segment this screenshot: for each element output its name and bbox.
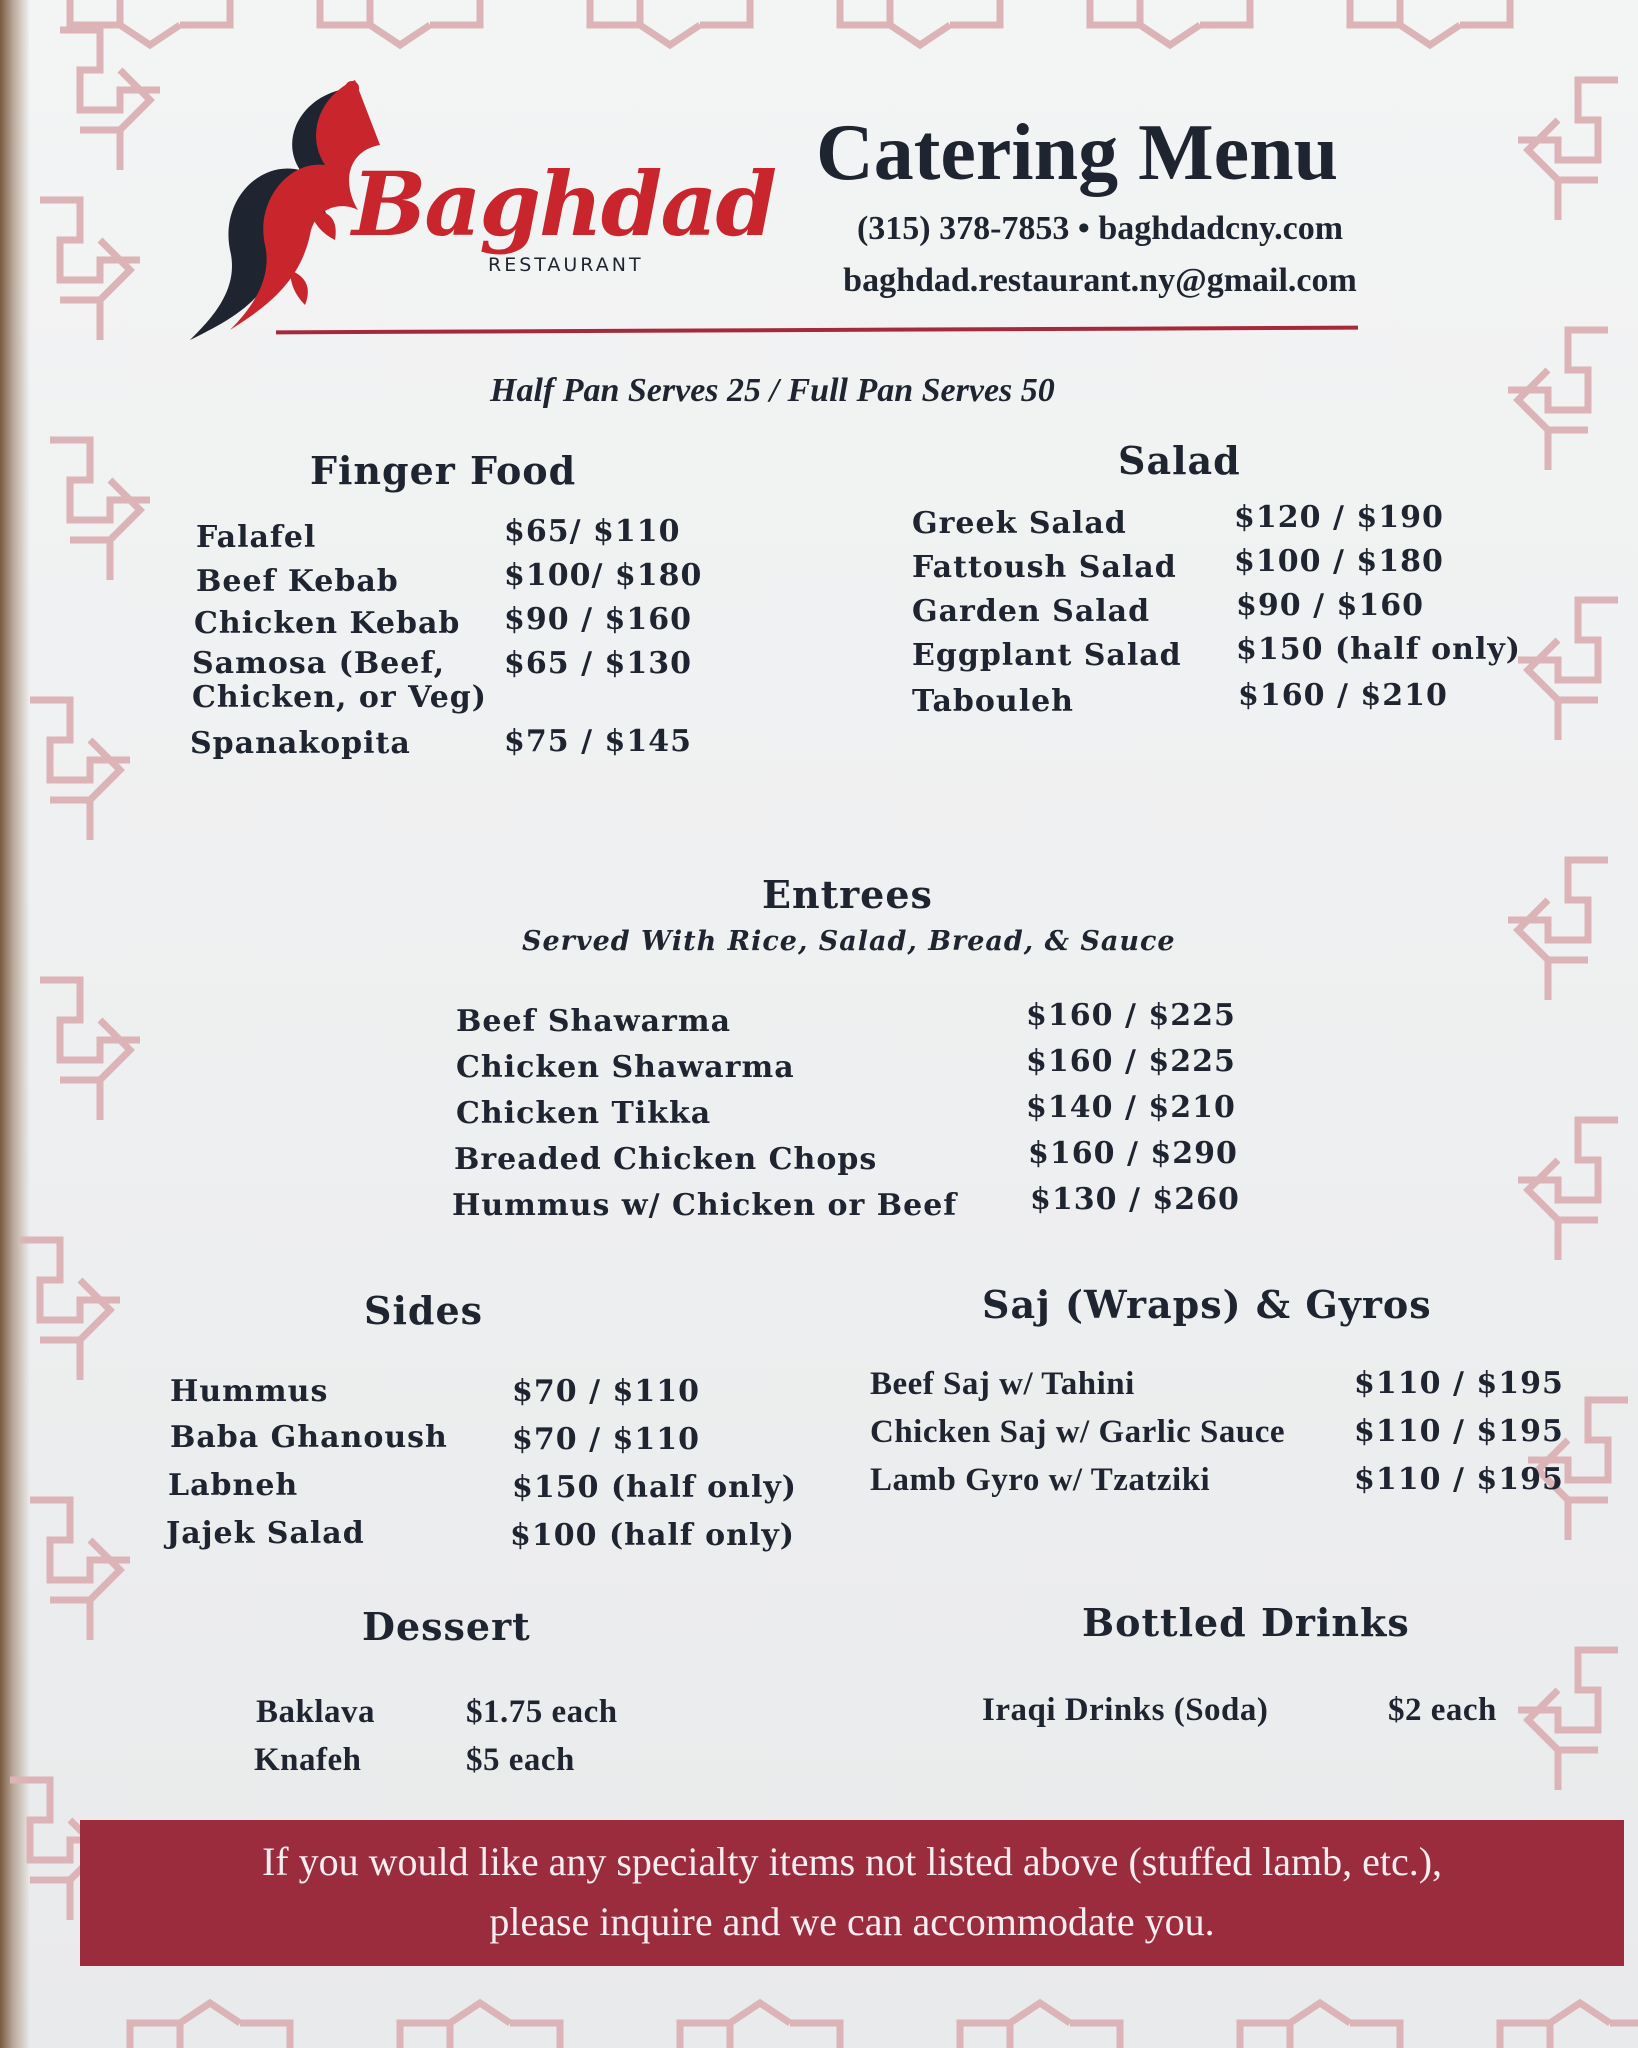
menu-item-name: Chicken Tikka: [456, 1096, 712, 1131]
menu-item-name: Hummus w/ Chicken or Beef: [452, 1188, 958, 1223]
menu-item-name: Knafeh: [254, 1742, 362, 1778]
menu-item-price: $160 / $225: [1026, 998, 1236, 1033]
menu-item-name: Hummus: [170, 1374, 329, 1409]
menu-item-price: $65 / $130: [504, 646, 692, 681]
menu-item-price: $70 / $110: [512, 1422, 700, 1457]
menu-item-price: $65/ $110: [504, 514, 681, 549]
menu-item-price: $90 / $160: [504, 602, 692, 637]
menu-item-name: Greek Salad: [912, 506, 1127, 541]
section-title-saj-gyros: Saj (Wraps) & Gyros: [982, 1282, 1432, 1327]
serving-size-note: Half Pan Serves 25 / Full Pan Serves 50: [490, 372, 1055, 409]
specialty-items-banner: [80, 1820, 1624, 1966]
menu-item-price: $70 / $110: [512, 1374, 700, 1409]
menu-item-price: $2 each: [1388, 1692, 1497, 1728]
contact-phone-website: (315) 378-7853 • baghdadcny.com: [856, 210, 1344, 247]
banner-line-2: please inquire and we can accommodate you.: [489, 1899, 1215, 1944]
menu-item-name: Fattoush Salad: [912, 550, 1177, 585]
menu-item-price: $110 / $195: [1354, 1414, 1564, 1449]
menu-item-price: $140 / $210: [1026, 1090, 1236, 1125]
menu-item-name: Lamb Gyro w/ Tzatziki: [870, 1462, 1211, 1498]
menu-item-price: $100/ $180: [504, 558, 703, 593]
menu-item-name: Eggplant Salad: [912, 638, 1182, 673]
menu-item-price: $160 / $210: [1238, 678, 1448, 713]
page-title: Catering Menu: [816, 109, 1339, 197]
menu-item-price: $150 (half only): [512, 1470, 797, 1505]
contact-email: baghdad.restaurant.ny@gmail.com: [843, 262, 1357, 299]
menu-item-name: Falafel: [196, 520, 317, 555]
menu-item-name: Breaded Chicken Chops: [454, 1142, 878, 1177]
menu-item-name: Baba Ghanoush: [170, 1420, 448, 1455]
menu-item-price: $90 / $160: [1236, 588, 1424, 623]
menu-item-price: $120 / $190: [1234, 500, 1444, 535]
menu-item-price: $5 each: [466, 1742, 575, 1778]
menu-item-name: Beef Kebab: [196, 564, 399, 599]
menu-item-name: Chicken Saj w/ Garlic Sauce: [870, 1414, 1285, 1450]
menu-item-name: Spanakopita: [190, 726, 411, 761]
menu-item-name: Beef Shawarma: [456, 1004, 732, 1039]
menu-item-name: Iraqi Drinks (Soda): [982, 1692, 1269, 1728]
banner-line-1: If you would like any specialty items not listed above (stuffed lamb, etc.),: [261, 1839, 1443, 1884]
menu-item-name: Jajek Salad: [166, 1516, 365, 1551]
menu-item-price: $150 (half only): [1236, 632, 1521, 667]
menu-item-name: Chicken Shawarma: [456, 1050, 795, 1085]
menu-item-name: Garden Salad: [912, 594, 1151, 629]
menu-item-name: Labneh: [168, 1468, 299, 1503]
menu-item-price: $75 / $145: [504, 724, 692, 759]
section-title-sides: Sides: [364, 1288, 484, 1333]
menu-item-price: $100 / $180: [1234, 544, 1444, 579]
menu-item-price: $1.75 each: [466, 1694, 618, 1730]
menu-item-name: Chicken Kebab: [194, 606, 461, 641]
menu-item-price: $130 / $260: [1030, 1182, 1240, 1217]
menu-item-price: $110 / $195: [1354, 1462, 1564, 1497]
section-title-salad: Salad: [1118, 438, 1241, 483]
section-title-bottled-drinks: Bottled Drinks: [1082, 1600, 1410, 1645]
menu-item-name: Beef Saj w/ Tahini: [870, 1366, 1135, 1402]
entrees-subtitle: Served With Rice, Salad, Bread, & Sauce: [522, 926, 1176, 957]
menu-item-name: Samosa (Beef,: [192, 646, 446, 681]
menu-item-price: $160 / $225: [1026, 1044, 1236, 1079]
menu-item-name: Baklava: [256, 1694, 376, 1730]
menu-item-name: Tabouleh: [912, 684, 1074, 719]
section-title-dessert: Dessert: [362, 1604, 531, 1649]
menu-item-name-continued: Chicken, or Veg): [192, 680, 487, 715]
menu-item-price: $110 / $195: [1354, 1366, 1564, 1401]
menu-item-price: $100 (half only): [510, 1518, 795, 1553]
section-title-finger-food: Finger Food: [310, 448, 577, 493]
brand-subtitle: RESTAURANT: [488, 254, 644, 276]
brand-name: Baghdad: [352, 152, 775, 256]
section-title-entrees: Entrees: [762, 872, 933, 917]
menu-item-price: $160 / $290: [1028, 1136, 1238, 1171]
